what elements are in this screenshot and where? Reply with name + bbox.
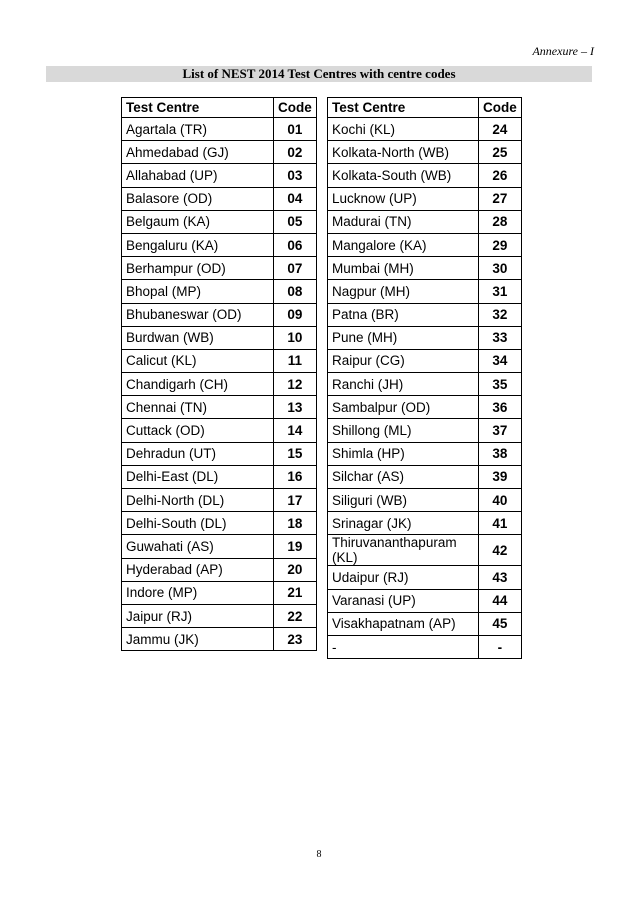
- centre-code: 38: [479, 442, 522, 465]
- page-number: 8: [316, 849, 322, 860]
- table-header-row: [328, 98, 522, 118]
- centre-code: 04: [274, 187, 317, 210]
- centre-code: 37: [479, 419, 522, 442]
- table-row: [122, 558, 317, 581]
- table-row: [328, 465, 522, 488]
- centre-code: 03: [274, 164, 317, 187]
- header-test-centre: Test Centre: [328, 98, 479, 118]
- centre-code: 31: [479, 280, 522, 303]
- centre-name: Bhubaneswar (OD): [122, 303, 274, 326]
- centre-name: Lucknow (UP): [328, 187, 479, 210]
- centre-code: -: [479, 635, 522, 658]
- table-row: [328, 303, 522, 326]
- centre-name: Shimla (HP): [328, 442, 479, 465]
- centre-name: Pune (MH): [328, 326, 479, 349]
- centre-name: Balasore (OD): [122, 187, 274, 210]
- table-header-row: [122, 98, 317, 118]
- centre-code: 12: [274, 373, 317, 396]
- table-row: [122, 396, 317, 419]
- centre-name: Guwahati (AS): [122, 535, 274, 558]
- centre-code: 28: [479, 210, 522, 233]
- centre-name: Ahmedabad (GJ): [122, 141, 274, 164]
- centre-name: Burdwan (WB): [122, 326, 274, 349]
- centre-name: Hyderabad (AP): [122, 558, 274, 581]
- centre-code: 17: [274, 489, 317, 512]
- centre-code: 22: [274, 604, 317, 627]
- table-row: [122, 581, 317, 604]
- centre-code: 34: [479, 349, 522, 372]
- centre-code: 33: [479, 326, 522, 349]
- table-row: [328, 489, 522, 512]
- centre-code: 02: [274, 141, 317, 164]
- centre-code: 43: [479, 566, 522, 589]
- centre-name: Allahabad (UP): [122, 164, 274, 187]
- centre-code: 25: [479, 141, 522, 164]
- centre-code: 01: [274, 118, 317, 141]
- centre-name: Sambalpur (OD): [328, 396, 479, 419]
- table-row: [122, 373, 317, 396]
- table-row: [122, 210, 317, 233]
- centre-code: 27: [479, 187, 522, 210]
- centre-name: Jammu (JK): [122, 628, 274, 651]
- centre-code: 40: [479, 489, 522, 512]
- table-row: [328, 187, 522, 210]
- centre-code: 09: [274, 303, 317, 326]
- centre-code: 32: [479, 303, 522, 326]
- centre-name: Shillong (ML): [328, 419, 479, 442]
- table-row: [328, 512, 522, 535]
- table-row: [122, 349, 317, 372]
- centre-code: 19: [274, 535, 317, 558]
- page-title: List of NEST 2014 Test Centres with centre codes: [46, 66, 592, 82]
- annexure-label: Annexure – I: [532, 44, 594, 58]
- centre-code: 39: [479, 465, 522, 488]
- table-row: [122, 187, 317, 210]
- centre-name: Mangalore (KA): [328, 233, 479, 256]
- table-row: [122, 512, 317, 535]
- table-row: [122, 535, 317, 558]
- centre-name: Raipur (CG): [328, 349, 479, 372]
- table-row: [328, 635, 522, 658]
- centre-table-right-body: [328, 118, 522, 659]
- centre-name: Kochi (KL): [328, 118, 479, 141]
- table-row: [122, 628, 317, 651]
- centre-name: Bengaluru (KA): [122, 233, 274, 256]
- centre-code: 07: [274, 257, 317, 280]
- centre-name: Visakhapatnam (AP): [328, 612, 479, 635]
- centre-code: 35: [479, 373, 522, 396]
- centre-table-right: [327, 97, 522, 659]
- centre-name: Bhopal (MP): [122, 280, 274, 303]
- header-code: Code: [274, 98, 317, 118]
- centre-code: 21: [274, 581, 317, 604]
- table-row: [328, 566, 522, 589]
- table-row: [328, 442, 522, 465]
- table-row: [328, 612, 522, 635]
- centre-name: Berhampur (OD): [122, 257, 274, 280]
- centre-code: 08: [274, 280, 317, 303]
- table-row: [328, 141, 522, 164]
- table-row: [122, 280, 317, 303]
- centre-code: 10: [274, 326, 317, 349]
- table-row: [122, 303, 317, 326]
- table-row: [122, 257, 317, 280]
- centre-name: Srinagar (JK): [328, 512, 479, 535]
- centre-code: 18: [274, 512, 317, 535]
- table-row: [328, 164, 522, 187]
- centre-code: 36: [479, 396, 522, 419]
- table-row: [328, 349, 522, 372]
- centre-name: Indore (MP): [122, 581, 274, 604]
- centre-name: Calicut (KL): [122, 349, 274, 372]
- centre-code: 44: [479, 589, 522, 612]
- header-code: Code: [479, 98, 522, 118]
- table-row: [328, 210, 522, 233]
- centre-code: 29: [479, 233, 522, 256]
- centre-table-left: [121, 97, 317, 651]
- table-row: [328, 373, 522, 396]
- table-row: [122, 118, 317, 141]
- centre-name: Ranchi (JH): [328, 373, 479, 396]
- centre-name: Delhi-East (DL): [122, 465, 274, 488]
- centre-code: 15: [274, 442, 317, 465]
- table-row: [122, 465, 317, 488]
- centre-name: Mumbai (MH): [328, 257, 479, 280]
- centre-code: 13: [274, 396, 317, 419]
- table-row: [328, 280, 522, 303]
- centre-name: Chennai (TN): [122, 396, 274, 419]
- table-row: [122, 419, 317, 442]
- table-row: [122, 164, 317, 187]
- table-row: [328, 419, 522, 442]
- centre-name: Thiruvananthapuram (KL): [328, 535, 479, 566]
- table-row: [328, 257, 522, 280]
- centre-code: 26: [479, 164, 522, 187]
- centre-code: 24: [479, 118, 522, 141]
- centre-name: Patna (BR): [328, 303, 479, 326]
- centre-name: Varanasi (UP): [328, 589, 479, 612]
- table-row: [122, 141, 317, 164]
- centre-name: Delhi-South (DL): [122, 512, 274, 535]
- centre-name: Chandigarh (CH): [122, 373, 274, 396]
- centre-name: Belgaum (KA): [122, 210, 274, 233]
- centre-name: Dehradun (UT): [122, 442, 274, 465]
- table-row: [328, 535, 522, 566]
- table-row: [328, 589, 522, 612]
- table-row: [122, 489, 317, 512]
- centre-name: Silchar (AS): [328, 465, 479, 488]
- centre-code: 42: [479, 535, 522, 566]
- centre-code: 45: [479, 612, 522, 635]
- table-row: [122, 442, 317, 465]
- centre-name: Madurai (TN): [328, 210, 479, 233]
- centre-code: 16: [274, 465, 317, 488]
- table-row: [328, 118, 522, 141]
- centre-name: Siliguri (WB): [328, 489, 479, 512]
- table-row: [328, 326, 522, 349]
- centre-code: 20: [274, 558, 317, 581]
- centre-name: Kolkata-South (WB): [328, 164, 479, 187]
- centre-code: 05: [274, 210, 317, 233]
- centre-name: Nagpur (MH): [328, 280, 479, 303]
- table-row: [328, 233, 522, 256]
- centre-code: 41: [479, 512, 522, 535]
- centre-code: 23: [274, 628, 317, 651]
- centre-name: Kolkata-North (WB): [328, 141, 479, 164]
- centre-table-left-body: [122, 118, 317, 651]
- centre-code: 11: [274, 349, 317, 372]
- centre-name: -: [328, 635, 479, 658]
- centre-name: Delhi-North (DL): [122, 489, 274, 512]
- centre-code: 30: [479, 257, 522, 280]
- centre-name: Agartala (TR): [122, 118, 274, 141]
- table-row: [328, 396, 522, 419]
- centre-code: 06: [274, 233, 317, 256]
- centre-name: Udaipur (RJ): [328, 566, 479, 589]
- table-row: [122, 604, 317, 627]
- centre-code: 14: [274, 419, 317, 442]
- table-row: [122, 326, 317, 349]
- header-test-centre: Test Centre: [122, 98, 274, 118]
- table-row: [122, 233, 317, 256]
- centre-name: Cuttack (OD): [122, 419, 274, 442]
- centre-name: Jaipur (RJ): [122, 604, 274, 627]
